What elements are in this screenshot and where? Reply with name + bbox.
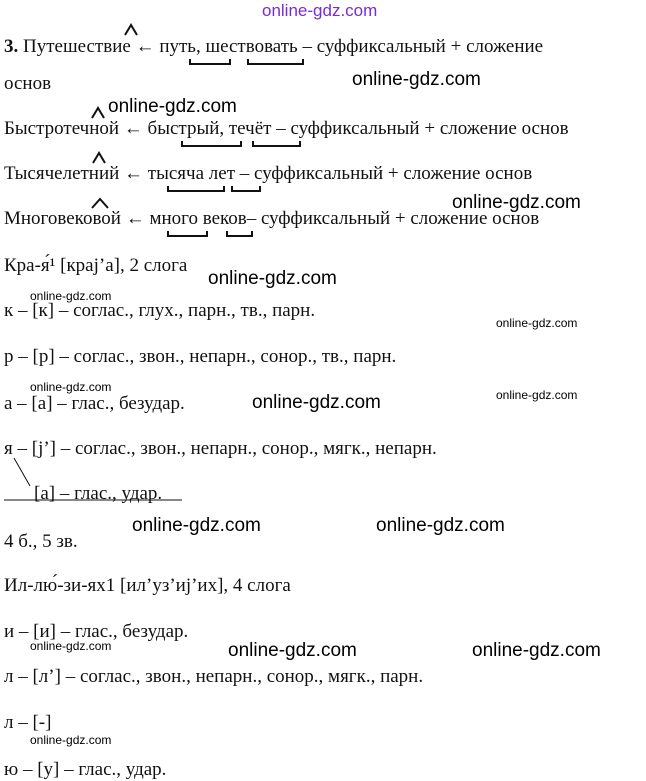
text-line: Ил-лю́-зи-ях1 [ил’уз’иj’их], 4 слога	[4, 575, 291, 596]
iotation-branch	[14, 458, 30, 486]
watermark-small: online-gdz.com	[30, 289, 112, 303]
watermark-small: online-gdz.com	[30, 639, 112, 653]
text-line: [а] – глас., удар.	[34, 483, 163, 504]
watermark-small: online-gdz.com	[496, 388, 578, 402]
text-line: л – [-]	[4, 712, 52, 733]
text-line: 3. Путешествие ← путь, шествовать – суффиксальный + сложение	[4, 36, 544, 57]
watermark: online-gdz.com	[376, 515, 505, 536]
text-line: и – [и] – глас., безудар.	[4, 621, 189, 642]
watermark-small: online-gdz.com	[30, 733, 112, 747]
text-line: Многовековой ← много веков– суффиксальный + сложение основ	[4, 208, 540, 229]
watermark: online-gdz.com	[208, 268, 337, 289]
watermark: online-gdz.com	[108, 96, 237, 117]
watermark-small: online-gdz.com	[30, 380, 112, 394]
text-line: ю – [у] – глас., удар.	[4, 759, 167, 780]
bracket-shestv	[248, 59, 303, 64]
watermark: online-gdz.com	[228, 640, 357, 661]
watermark-small: online-gdz.com	[496, 316, 578, 330]
text-line: р – [р] – соглас., звон., непарн., сонор., тв., парн.	[4, 346, 397, 367]
watermark-top: online-gdz.com	[262, 1, 378, 20]
root-arc-mnogovekovoy	[92, 199, 108, 208]
text-line: основ	[4, 73, 52, 94]
text-line: Быстротечной ← быстрый, течёт – суффиксальный + сложение основ	[4, 118, 569, 139]
text-line: Тысячелетний ← тысяча лет – суффиксальный + сложение основ	[4, 163, 533, 184]
watermark: online-gdz.com	[132, 515, 261, 536]
text-line: к – [к] – соглас., глух., парн., тв., парн.	[4, 300, 316, 321]
text-line: л – [л’] – соглас., звон., непарн., сонор., мягк., парн.	[4, 666, 424, 687]
bracket-let	[232, 186, 260, 191]
watermark: online-gdz.com	[352, 69, 481, 90]
watermark: online-gdz.com	[472, 640, 601, 661]
bracket-tech	[253, 141, 300, 146]
text-line: 4 б., 5 зв.	[4, 531, 78, 552]
root-arc-bystrotechnoy	[92, 108, 104, 118]
watermark: online-gdz.com	[252, 392, 381, 413]
root-arc-puteshestvie	[125, 25, 137, 35]
bracket-bystr	[182, 141, 241, 146]
watermark: online-gdz.com	[452, 192, 581, 213]
bracket-put	[190, 59, 230, 64]
text-line: я – [j’] – соглас., звон., непарн., сонор., мягк., непарн.	[4, 438, 437, 459]
bracket-tysyach	[168, 186, 224, 191]
root-arc-tysyacheletniy	[93, 153, 105, 163]
word-puteshestvie: Путешествие	[23, 36, 131, 57]
text-line: а – [а] – глас., безудар.	[4, 393, 185, 414]
bracket-vek	[227, 231, 252, 236]
text-line: Кра-я́¹ [кpaj’a], 2 слога	[4, 255, 188, 276]
bracket-mnog	[168, 231, 207, 236]
